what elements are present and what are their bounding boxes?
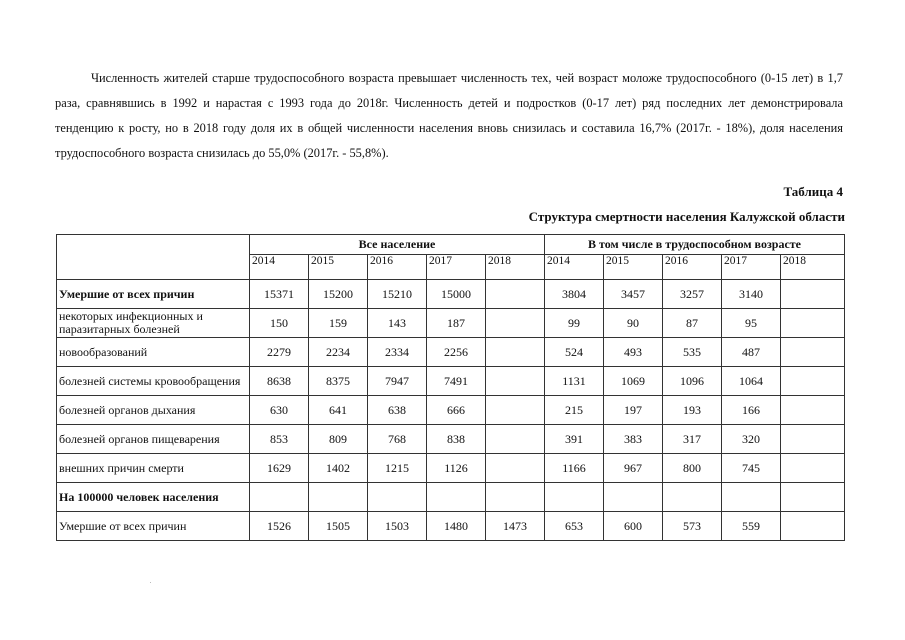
value-cell: 641 [309,396,368,425]
value-cell: 2234 [309,338,368,367]
table-corner-cell [57,235,250,280]
value-cell [486,483,545,512]
value-cell: 383 [604,425,663,454]
value-cell [722,483,781,512]
value-cell: 1505 [309,512,368,541]
value-cell: 159 [309,309,368,338]
value-cell: 3140 [722,280,781,309]
value-cell: 967 [604,454,663,483]
value-cell: 1402 [309,454,368,483]
row-label-cell: некоторых инфекционных и паразитарных болезней [57,309,250,338]
value-cell: 150 [250,309,309,338]
value-cell: 493 [604,338,663,367]
value-cell: 193 [663,396,722,425]
row-label-cell: На 100000 человек населения [57,483,250,512]
year-header-cell: 2014 [545,255,604,280]
value-cell: 317 [663,425,722,454]
value-cell: 215 [545,396,604,425]
value-cell [781,483,845,512]
value-cell: 559 [722,512,781,541]
value-cell: 1503 [368,512,427,541]
value-cell: 87 [663,309,722,338]
table-group-header-row [57,235,845,255]
value-cell: 768 [368,425,427,454]
body-paragraph: Численность жителей старше трудоспособного возраста превышает численность тех, чей возраст моложе трудоспособного (0-15 лет) в 1,7 раза, сравнявшись в 1992 и нарастая с 1993 года до 2018г. Численность детей и подростков (0-17 лет) ряд последних лет демонстрировала тенденцию к росту, но в 2018 году доля их в общей численности населения вновь снизилась и составила 16,7% (2017г. - 18%), доля населения трудоспособного возраста снизилась до 55,0% (2017г. - 55,8%). [55,71,843,160]
value-cell [368,483,427,512]
year-header-cell: 2014 [250,255,309,280]
row-label-cell: болезней органов дыхания [57,396,250,425]
table-row [57,396,845,425]
group-header-all-population: Все население [250,235,545,255]
value-cell: 524 [545,338,604,367]
value-cell: 1166 [545,454,604,483]
table-row [57,483,845,512]
value-cell [545,483,604,512]
value-cell: 2256 [427,338,486,367]
value-cell: 630 [250,396,309,425]
table-row [57,512,845,541]
value-cell [604,483,663,512]
value-cell: 143 [368,309,427,338]
value-cell: 2334 [368,338,427,367]
row-label-cell: болезней системы кровообращения [57,367,250,396]
value-cell: 600 [604,512,663,541]
value-cell: 15200 [309,280,368,309]
table-title: Структура смертности населения Калужской области [528,209,845,224]
row-label-cell: болезней органов пищеварения [57,425,250,454]
year-header-cell: 2016 [663,255,722,280]
value-cell: 1131 [545,367,604,396]
row-label-cell: внешних причин смерти [57,454,250,483]
row-label-cell: новообразований [57,338,250,367]
value-cell: 809 [309,425,368,454]
value-cell: 800 [663,454,722,483]
value-cell: 666 [427,396,486,425]
value-cell [486,309,545,338]
table-row [57,454,845,483]
value-cell: 3804 [545,280,604,309]
row-label-cell: Умершие от всех причин [57,280,250,309]
value-cell [486,396,545,425]
table-row [57,280,845,309]
value-cell: 1480 [427,512,486,541]
value-cell: 1126 [427,454,486,483]
value-cell [486,338,545,367]
value-cell: 1064 [722,367,781,396]
value-cell [486,280,545,309]
year-header-cell: 2015 [604,255,663,280]
year-header-cell: 2017 [722,255,781,280]
year-header-cell: 2015 [309,255,368,280]
value-cell: 1526 [250,512,309,541]
mortality-structure-table [56,234,845,541]
value-cell: 95 [722,309,781,338]
value-cell: 7947 [368,367,427,396]
value-cell: 1473 [486,512,545,541]
value-cell [781,338,845,367]
value-cell: 535 [663,338,722,367]
value-cell [781,309,845,338]
value-cell [427,483,486,512]
value-cell [781,367,845,396]
value-cell: 838 [427,425,486,454]
value-cell: 15210 [368,280,427,309]
value-cell [486,367,545,396]
value-cell [486,425,545,454]
value-cell: 853 [250,425,309,454]
value-cell [781,280,845,309]
value-cell: 15000 [427,280,486,309]
value-cell: 166 [722,396,781,425]
table-row [57,425,845,454]
value-cell [781,454,845,483]
value-cell [663,483,722,512]
value-cell: 7491 [427,367,486,396]
value-cell: 197 [604,396,663,425]
value-cell: 3257 [663,280,722,309]
value-cell: 99 [545,309,604,338]
table-row [57,338,845,367]
value-cell: 3457 [604,280,663,309]
value-cell: 391 [545,425,604,454]
table-body [57,280,845,541]
value-cell: 90 [604,309,663,338]
value-cell: 187 [427,309,486,338]
value-cell [309,483,368,512]
value-cell: 1096 [663,367,722,396]
scan-speck [150,582,151,583]
value-cell: 1629 [250,454,309,483]
value-cell [781,425,845,454]
row-label-cell: Умершие от всех причин [57,512,250,541]
value-cell [781,512,845,541]
value-cell: 1069 [604,367,663,396]
table-row [57,367,845,396]
table-number-label: Таблица 4 [783,184,843,199]
value-cell: 15371 [250,280,309,309]
year-header-cell: 2018 [781,255,845,280]
year-header-cell: 2017 [427,255,486,280]
value-cell: 320 [722,425,781,454]
value-cell: 8375 [309,367,368,396]
value-cell: 638 [368,396,427,425]
value-cell: 745 [722,454,781,483]
value-cell [781,396,845,425]
value-cell: 1215 [368,454,427,483]
value-cell [486,454,545,483]
value-cell: 2279 [250,338,309,367]
year-header-cell: 2018 [486,255,545,280]
group-header-working-age: В том числе в трудоспособном возрасте [545,235,845,255]
value-cell: 487 [722,338,781,367]
value-cell [250,483,309,512]
table-row [57,309,845,338]
value-cell: 8638 [250,367,309,396]
value-cell: 653 [545,512,604,541]
year-header-cell: 2016 [368,255,427,280]
value-cell: 573 [663,512,722,541]
